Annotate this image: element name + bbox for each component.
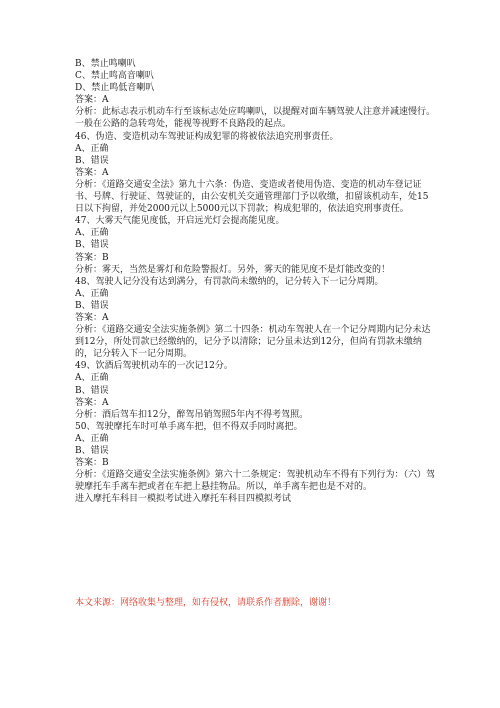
text-line: 47、大雾天气能见度低，开启远光灯会提高能见度。 [75, 216, 285, 227]
text-line: 分析：此标志表示机动车行至该标志处应鸣喇叭，以提醒对面车辆驾驶人注意并减速慢行。一般在公路的急转弯处，能视等视野不良路段的起点。 [75, 107, 436, 130]
text-line: A、正确 [75, 288, 109, 299]
text-line: D、禁止鸣低音喇叭 [75, 83, 155, 94]
text-line: 48、驾驶人记分没有达到满分，有罚款尚未缴纳的，记分转入下一记分周期。 [75, 276, 384, 287]
text-line: 50、驾驶摩托车时可单手离车把，但不得双手同时离把。 [75, 421, 303, 432]
text-line: B、错误 [75, 300, 109, 311]
document-body [75, 58, 435, 505]
text-line: B、错误 [75, 385, 109, 396]
text-line: C、禁止鸣高音喇叭 [75, 71, 154, 82]
text-line: 答案：B [75, 458, 109, 469]
text-line: 49、饮酒后驾驶机动车的一次记12分。 [75, 361, 233, 372]
text-line: A、正确 [75, 228, 109, 239]
text-line: 分析：雾天，当然是雾灯和危险警报灯。另外，雾天的能见度不是灯能改变的！ [75, 264, 391, 275]
text-line: 进入摩托车科目一模拟考试进入摩托车科目四模拟考试 [75, 494, 292, 505]
text-line: 答案：B [75, 252, 109, 263]
text-line: 答案：A [75, 95, 109, 106]
text-line: 分析：《道路交通安全法实施条例》第二十四条：机动车驾驶人在一个记分周期内记分未达到12分，所处罚款已经缴纳的，记分予以清除；记分虽未达到12分，但尚有罚款未缴纳的，记分转入下一记分周期。 [75, 325, 431, 360]
text-line: 分析：《道路交通安全法》第九十六条：伪造、变造或者使用伪造、变造的机动车登记证书、号牌、行驶证、驾驶证的，由公安机关交通管理部门予以收缴，扣留该机动车，处15日以下拘留，并处2000元以上5000元以下罚款；构成犯罪的，依法追究刑事责任。 [75, 179, 429, 215]
text-line: 46、伪造、变造机动车驾驶证构成犯罪的将被依法追究刑事责任。 [75, 131, 339, 142]
text-line: A、正确 [75, 373, 109, 384]
text-line: B、错误 [75, 155, 109, 166]
text-line: 分析：酒后驾车扣12分，醉驾吊销驾照5年内不得考驾照。 [75, 409, 309, 420]
text-line: A、正确 [75, 433, 109, 444]
text-line: 分析：《道路交通安全法实施条例》第六十二条规定：驾驶机动车不得有下列行为：（六）驾驶摩托车手离车把或者在车把上悬挂物品。所以，单手离车把也是不对的。 [75, 470, 436, 493]
text-line: 答案：A [75, 312, 109, 323]
source-footer: 本文来源：网络收集与整理，如有侵权，请联系作者删除，谢谢！ [75, 598, 337, 608]
text-line: B、错误 [75, 446, 109, 456]
text-line: 答案：A [75, 397, 109, 408]
text-line: B、错误 [75, 240, 109, 251]
text-line: A、正确 [75, 143, 109, 154]
text-line: 答案：A [75, 167, 109, 178]
text-line: B、禁止鸣喇叭 [75, 59, 136, 69]
